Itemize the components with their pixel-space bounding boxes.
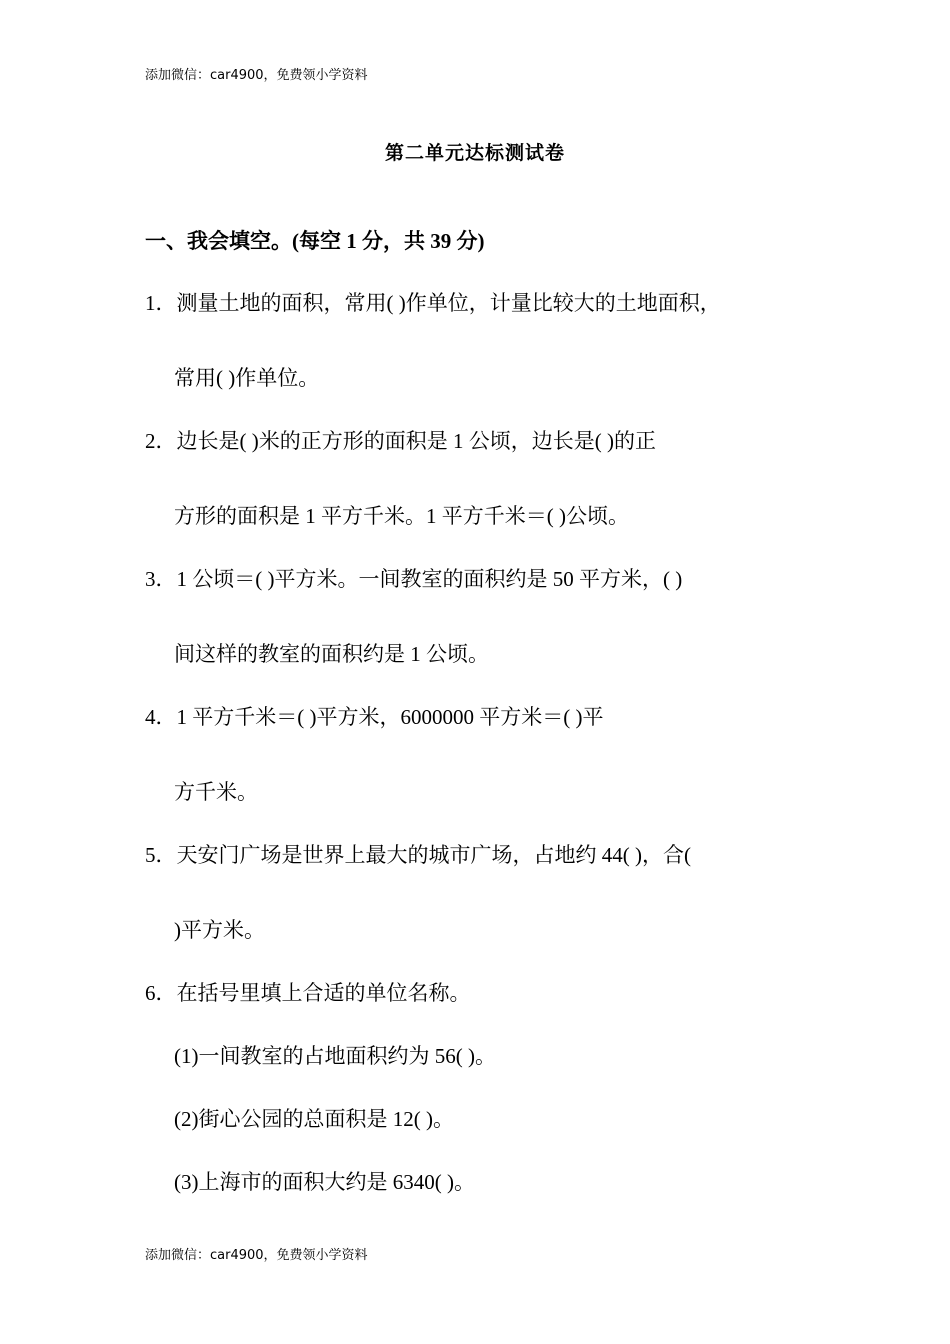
question-2-line-1: 2．边长是( )米的正方形的面积是 1 公顷，边长是( )的正 <box>145 429 656 453</box>
question-4-line-1: 4．1 平方千米＝( )平方米，6000000 平方米＝( )平 <box>145 705 604 729</box>
question-1-line-2: 常用( )作单位。 <box>174 366 320 390</box>
page-title: 第二单元达标测试卷 <box>384 142 565 164</box>
question-3-line-2: 间这样的教室的面积约是 1 公顷。 <box>174 642 489 666</box>
question-6-sub-2: (2)街心公园的总面积是 12( )。 <box>174 1107 454 1131</box>
question-6-sub-3: (3)上海市的面积大约是 6340( )。 <box>174 1170 475 1194</box>
question-4-line-2: 方千米。 <box>174 780 258 804</box>
question-2-line-2: 方形的面积是 1 平方千米。1 平方千米＝( )公顷。 <box>174 504 629 528</box>
question-5-line-2: )平方米。 <box>174 918 265 942</box>
section-heading: 一、我会填空。(每空 1 分，共 39 分) <box>145 229 485 253</box>
question-6-sub-1: (1)一间教室的占地面积约为 56( )。 <box>174 1044 496 1068</box>
question-3-line-1: 3．1 公顷＝( )平方米。一间教室的面积约是 50 平方米，( ) <box>145 567 683 591</box>
question-6-line-1: 6．在括号里填上合适的单位名称。 <box>145 981 471 1005</box>
footer-note: 添加微信：car4900，免费领小学资料 <box>145 1248 368 1263</box>
question-1-line-1: 1．测量土地的面积，常用( )作单位，计量比较大的土地面积， <box>145 291 721 315</box>
question-5-line-1: 5．天安门广场是世界上最大的城市广场，占地约 44( )，合( <box>145 843 691 867</box>
header-note: 添加微信：car4900，免费领小学资料 <box>145 68 368 83</box>
